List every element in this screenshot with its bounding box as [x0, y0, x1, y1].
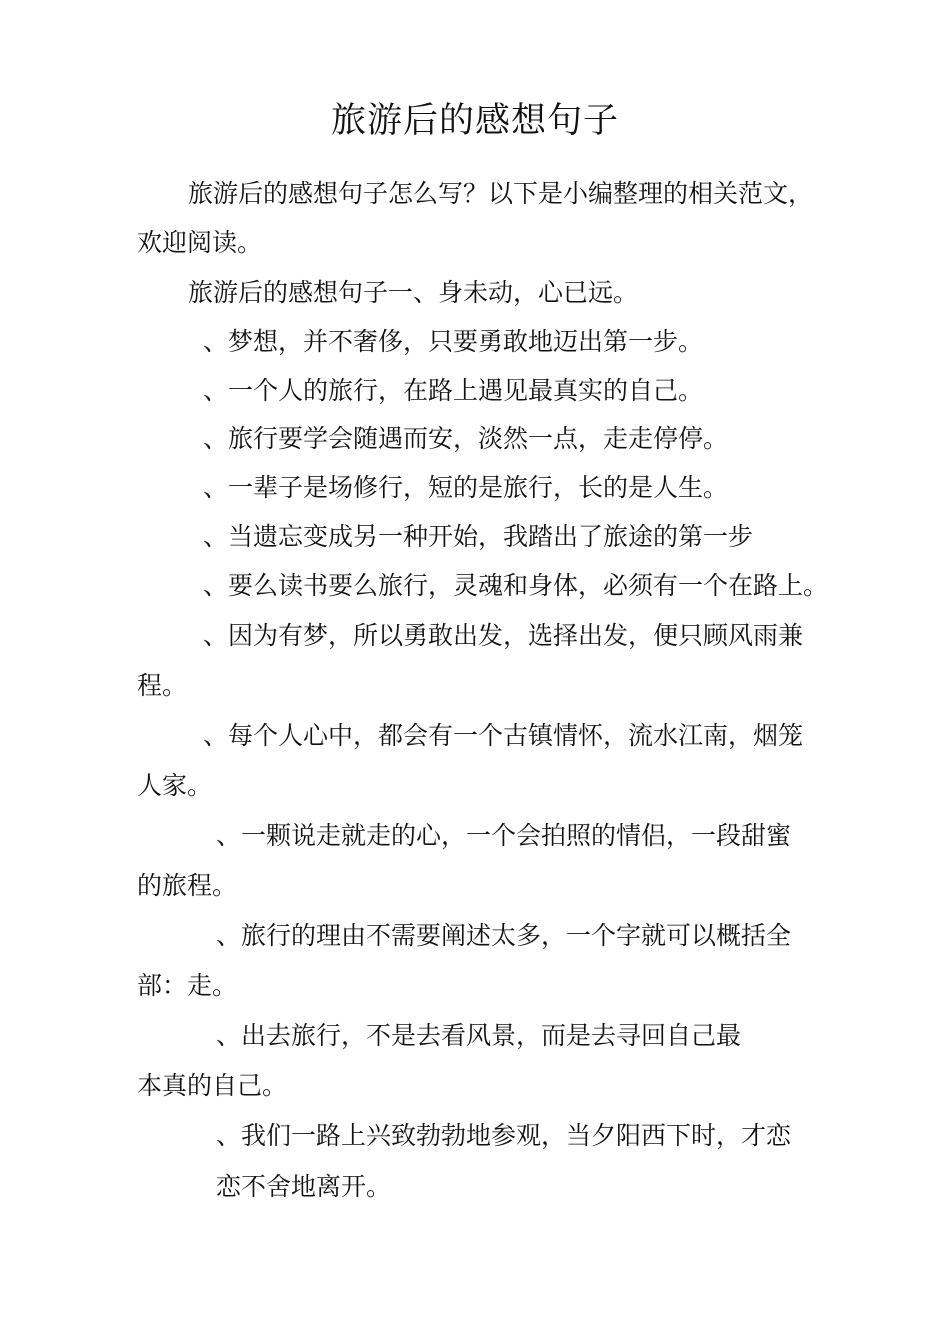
- page-title: 旅游后的感想句子: [330, 101, 619, 141]
- list-item: 、一个人的旅行，在路上遇见最真实的自己。: [203, 376, 704, 405]
- list-item-continuation: 恋不舍地离开。: [216, 1172, 392, 1201]
- paragraph-line: 欢迎阅读。: [137, 228, 263, 257]
- list-item: 、一辈子是场修行，短的是旅行，长的是人生。: [203, 473, 729, 502]
- list-item: 、因为有梦，所以勇敢出发，选择出发，便只顾风雨兼: [203, 621, 804, 650]
- list-item-continuation: 部：走。: [137, 971, 238, 1000]
- list-item: 、旅行要学会随遇而安，淡然一点，走走停停。: [203, 424, 729, 453]
- list-item: 、我们一路上兴致勃勃地参观，当夕阳西下时，才恋: [216, 1121, 792, 1150]
- list-item: 、梦想，并不奢侈，只要勇敢地迈出第一步。: [203, 327, 704, 356]
- list-item: 、要么读书要么旅行，灵魂和身体，必须有一个在路上。: [203, 571, 829, 600]
- list-item-continuation: 程。: [137, 671, 188, 700]
- list-item-continuation: 本真的自己。: [137, 1071, 288, 1100]
- list-item: 、出去旅行，不是去看风景，而是去寻回自己最: [216, 1021, 742, 1050]
- list-item: 、每个人心中，都会有一个古镇情怀，流水江南，烟笼: [203, 721, 804, 750]
- paragraph-line: 旅游后的感想句子一、身未动，心已远。: [188, 278, 639, 307]
- list-item-continuation: 人家。: [137, 771, 213, 800]
- list-item-continuation: 的旅程。: [137, 871, 238, 900]
- list-item: 、旅行的理由不需要阐述太多，一个字就可以概括全: [216, 921, 792, 950]
- list-item: 、当遗忘变成另一种开始，我踏出了旅途的第一步: [203, 522, 754, 551]
- paragraph-line: 旅游后的感想句子怎么写？以下是小编整理的相关范文，: [188, 179, 814, 208]
- list-item: 、一颗说走就走的心，一个会拍照的情侣，一段甜蜜: [216, 821, 792, 850]
